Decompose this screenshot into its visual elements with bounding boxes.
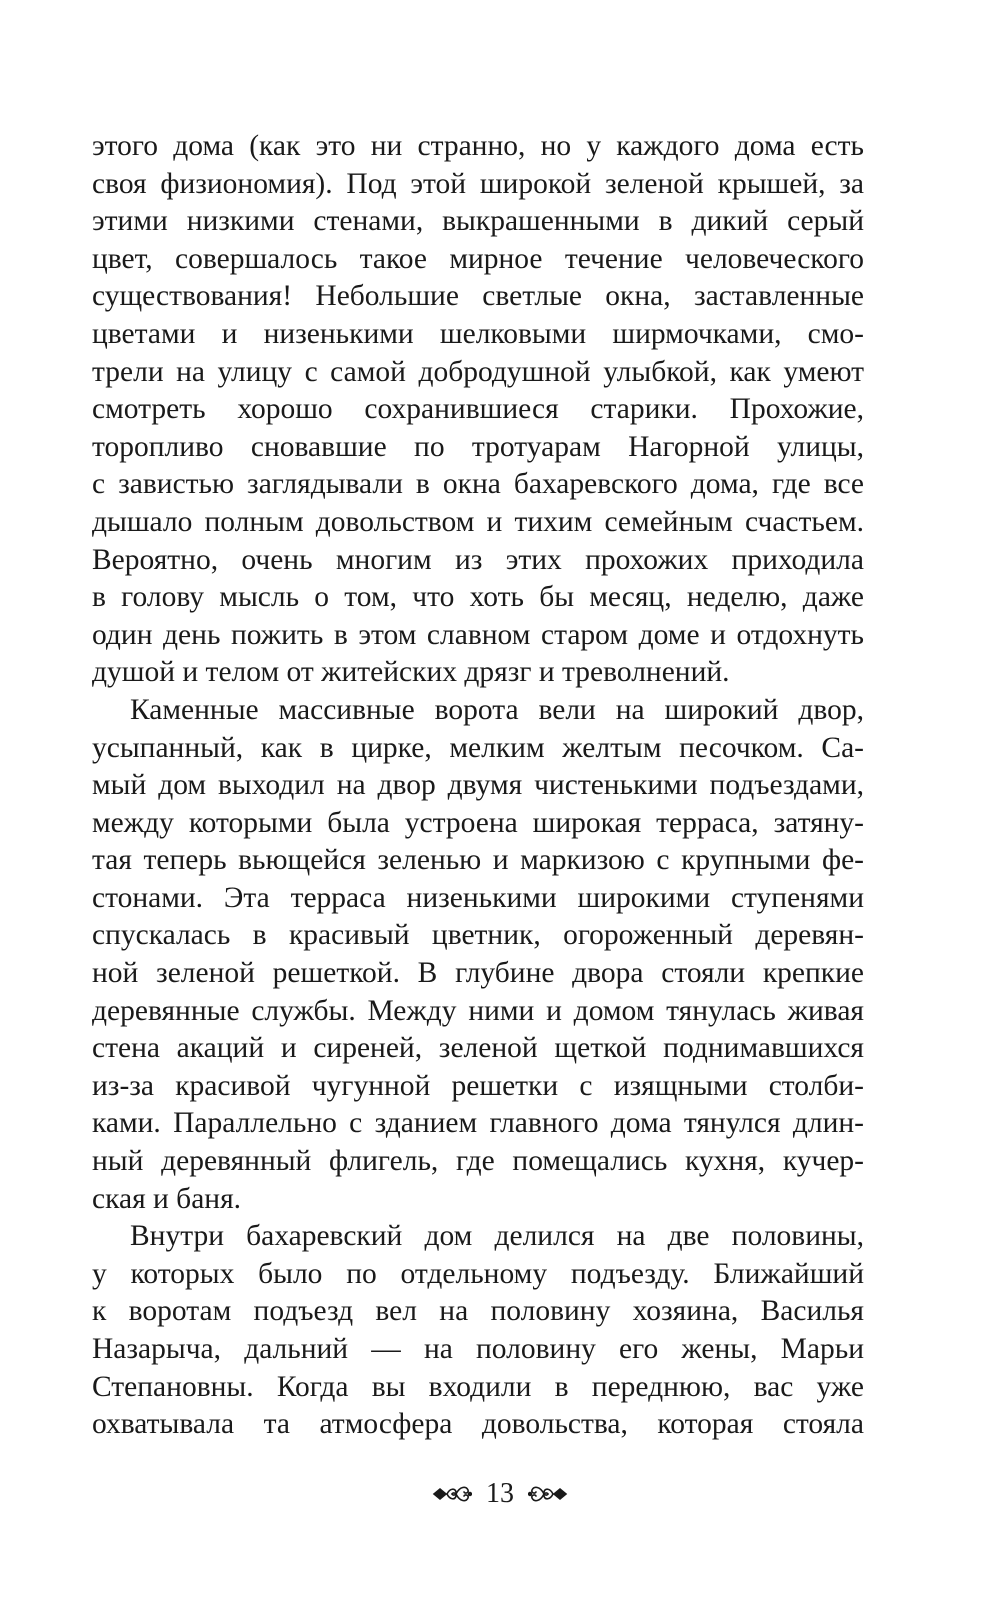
- text-line: Степановны. Когда вы входили в переднюю, вас уже: [92, 1370, 864, 1403]
- text-line: у которых было по отдельному подъезду. Ближайший: [92, 1257, 864, 1290]
- text-line: этого дома (как это ни странно, но у каждого дома есть: [92, 130, 864, 162]
- floral-ornament-icon: [432, 1482, 472, 1506]
- floral-ornament-icon: [528, 1482, 568, 1506]
- text-line: этими низкими стенами, выкрашенными в дикий серый: [92, 205, 864, 238]
- text-line: существования! Небольшие светлые окна, заставленные: [92, 280, 864, 313]
- text-line: с завистью заглядывали в окна бахаревского дома, где все: [92, 468, 864, 501]
- text-line: дышало полным довольством и тихим семейным счастьем.: [92, 505, 864, 538]
- text-line: в голову мысль о том, что хоть бы месяц, неделю, даже: [92, 581, 864, 614]
- text-line: ный деревянный флигель, где помещались кухня, кучер-: [92, 1145, 864, 1178]
- text-line: один день пожить в этом славном старом доме и отдохнуть: [92, 618, 864, 651]
- text-line: из-за красивой чугунной решетки с изящными столби-: [92, 1069, 864, 1102]
- body-text: [92, 128, 864, 1444]
- text-line: смотреть хорошо сохранившиеся старики. Прохожие,: [92, 393, 864, 426]
- text-line: цвет, совершалось такое мирное течение человеческого: [92, 242, 864, 275]
- paragraph-last-line: ская и баня.: [92, 1182, 242, 1215]
- text-line: к воротам подъезд вел на половину хозяина, Василья: [92, 1295, 864, 1328]
- text-line: деревянные службы. Между ними и домом тянулась живая: [92, 994, 864, 1027]
- text-line: тая теперь вьющейся зеленью и маркизою с крупными фе-: [92, 844, 864, 877]
- text-line: своя физиономия). Под этой широкой зеленой крышей, за: [92, 167, 864, 200]
- text-line: Назарыча, дальний — на половину его жены, Марьи: [92, 1333, 864, 1365]
- page-number: 13: [486, 1478, 514, 1509]
- text-line: стена акаций и сиреней, зеленой щеткой поднимавшихся: [92, 1032, 864, 1065]
- text-line: трели на улицу с самой добродушной улыбкой, как умеют: [92, 355, 864, 388]
- text-line: усыпанный, как в цирке, мелким желтым песочком. Са-: [92, 731, 864, 764]
- paragraph-first-line: Внутри бахаревский дом делился на две половины,: [130, 1220, 864, 1253]
- text-line: ками. Параллельно с зданием главного дома тянулся длин-: [92, 1107, 864, 1140]
- text-line: торопливо сновавшие по тротуарам Нагорной улицы,: [92, 430, 864, 463]
- paragraph-first-line: Каменные массивные ворота вели на широкий двор,: [130, 693, 864, 726]
- text-line: Вероятно, очень многим из этих прохожих приходила: [92, 543, 864, 576]
- text-line: мый дом выходил на двор двумя чистенькими подъездами,: [92, 769, 864, 802]
- text-line: спускалась в красивый цветник, огороженный деревян-: [92, 919, 864, 952]
- text-line: ной зеленой решеткой. В глубине двора стояли крепкие: [92, 957, 864, 990]
- text-line: стонами. Эта терраса низенькими широкими ступенями: [92, 881, 864, 914]
- text-line: охватывала та атмосфера довольства, которая стояла: [92, 1408, 864, 1441]
- text-line: между которыми была устроена широкая терраса, затяну-: [92, 806, 864, 839]
- paragraph-last-line: душой и телом от житейских дрязг и треволнений.: [92, 656, 730, 689]
- text-line: цветами и низенькими шелковыми ширмочками, смо-: [92, 317, 864, 350]
- page-footer: [0, 1478, 1000, 1510]
